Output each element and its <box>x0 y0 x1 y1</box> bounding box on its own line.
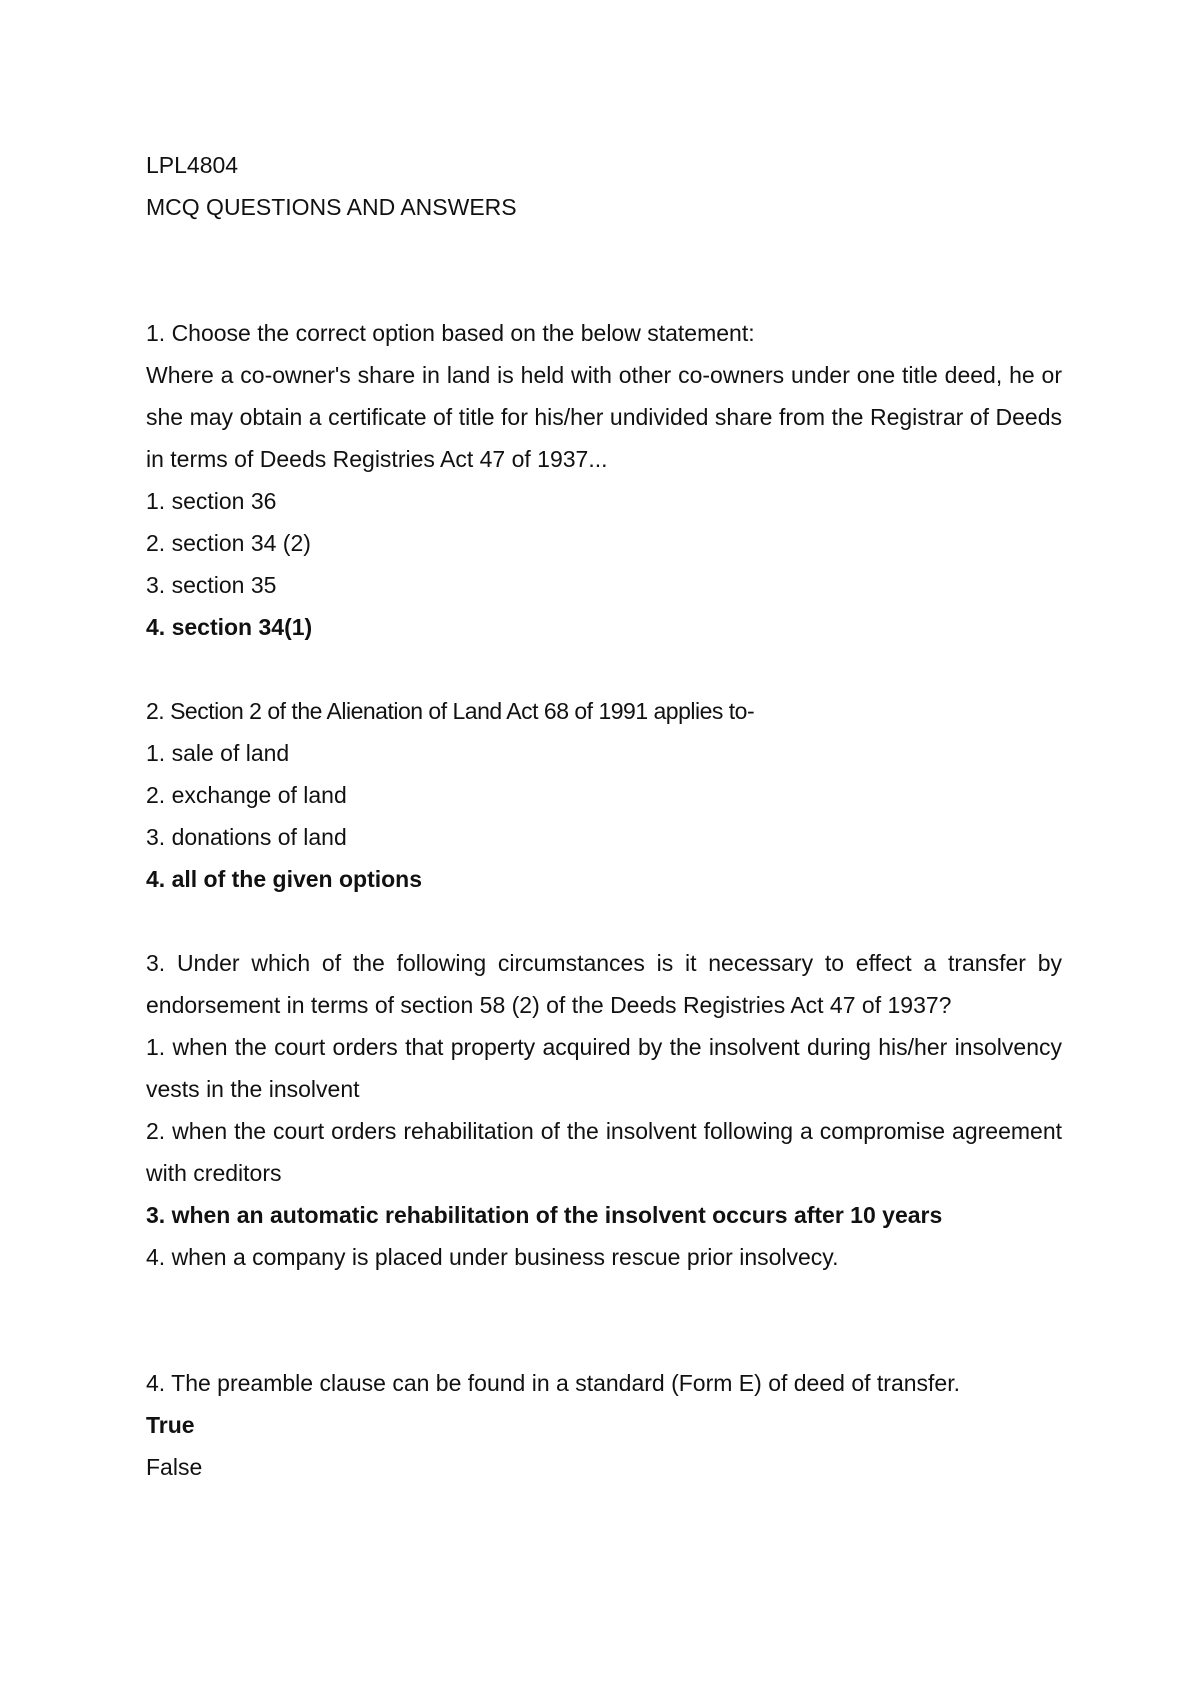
question-2 <box>146 690 1062 900</box>
question-3-option-3-answer: 3. when an automatic rehabilitation of the insolvent occurs after 10 years <box>146 1202 943 1228</box>
spacer <box>146 1278 1062 1362</box>
question-1-option-4-answer: 4. section 34(1) <box>146 614 313 640</box>
question-4-option-false: False <box>146 1454 203 1480</box>
question-2-stem: 2. Section 2 of the Alienation of Land Act 68 of 1991 applies to- <box>146 698 755 724</box>
question-4 <box>146 1362 1062 1488</box>
question-1 <box>146 312 1062 648</box>
question-1-statement: Where a co-owner's share in land is held with other co-owners under one title deed, he or she may obtain a certificate of title for his/her undivided share from the Registrar of Deeds in terms of Deeds Registries Act 47 of 1937... <box>146 362 1062 472</box>
question-1-instruction: 1. Choose the correct option based on the below statement: <box>146 320 755 346</box>
document-title: MCQ QUESTIONS AND ANSWERS <box>146 194 517 220</box>
question-1-option-1: 1. section 36 <box>146 488 277 514</box>
question-3-stem: 3. Under which of the following circumstances is it necessary to effect a transfer by endorsement in terms of section 58 (2) of the Deeds Registries Act 47 of 1937? <box>146 950 1062 1018</box>
course-code: LPL4804 <box>146 152 239 178</box>
question-1-option-3: 3. section 35 <box>146 572 277 598</box>
question-3-option-1: 1. when the court orders that property acquired by the insolvent during his/her insolvency vests in the insolvent <box>146 1034 1062 1102</box>
question-3-option-2: 2. when the court orders rehabilitation of the insolvent following a compromise agreement with creditors <box>146 1118 1062 1186</box>
question-4-option-true-answer: True <box>146 1412 195 1438</box>
question-3-option-4: 4. when a company is placed under business rescue prior insolvecy. <box>146 1244 839 1270</box>
question-2-option-4-answer: 4. all of the given options <box>146 866 423 892</box>
question-3 <box>146 942 1062 1278</box>
document-content <box>146 144 1062 1488</box>
spacer <box>146 648 1062 690</box>
spacer <box>146 900 1062 942</box>
question-2-option-2: 2. exchange of land <box>146 782 347 808</box>
question-2-option-1: 1. sale of land <box>146 740 290 766</box>
question-1-option-2: 2. section 34 (2) <box>146 530 311 556</box>
spacer <box>146 228 1062 312</box>
question-4-stem: 4. The preamble clause can be found in a standard (Form E) of deed of transfer. <box>146 1370 960 1396</box>
question-2-option-3: 3. donations of land <box>146 824 347 850</box>
